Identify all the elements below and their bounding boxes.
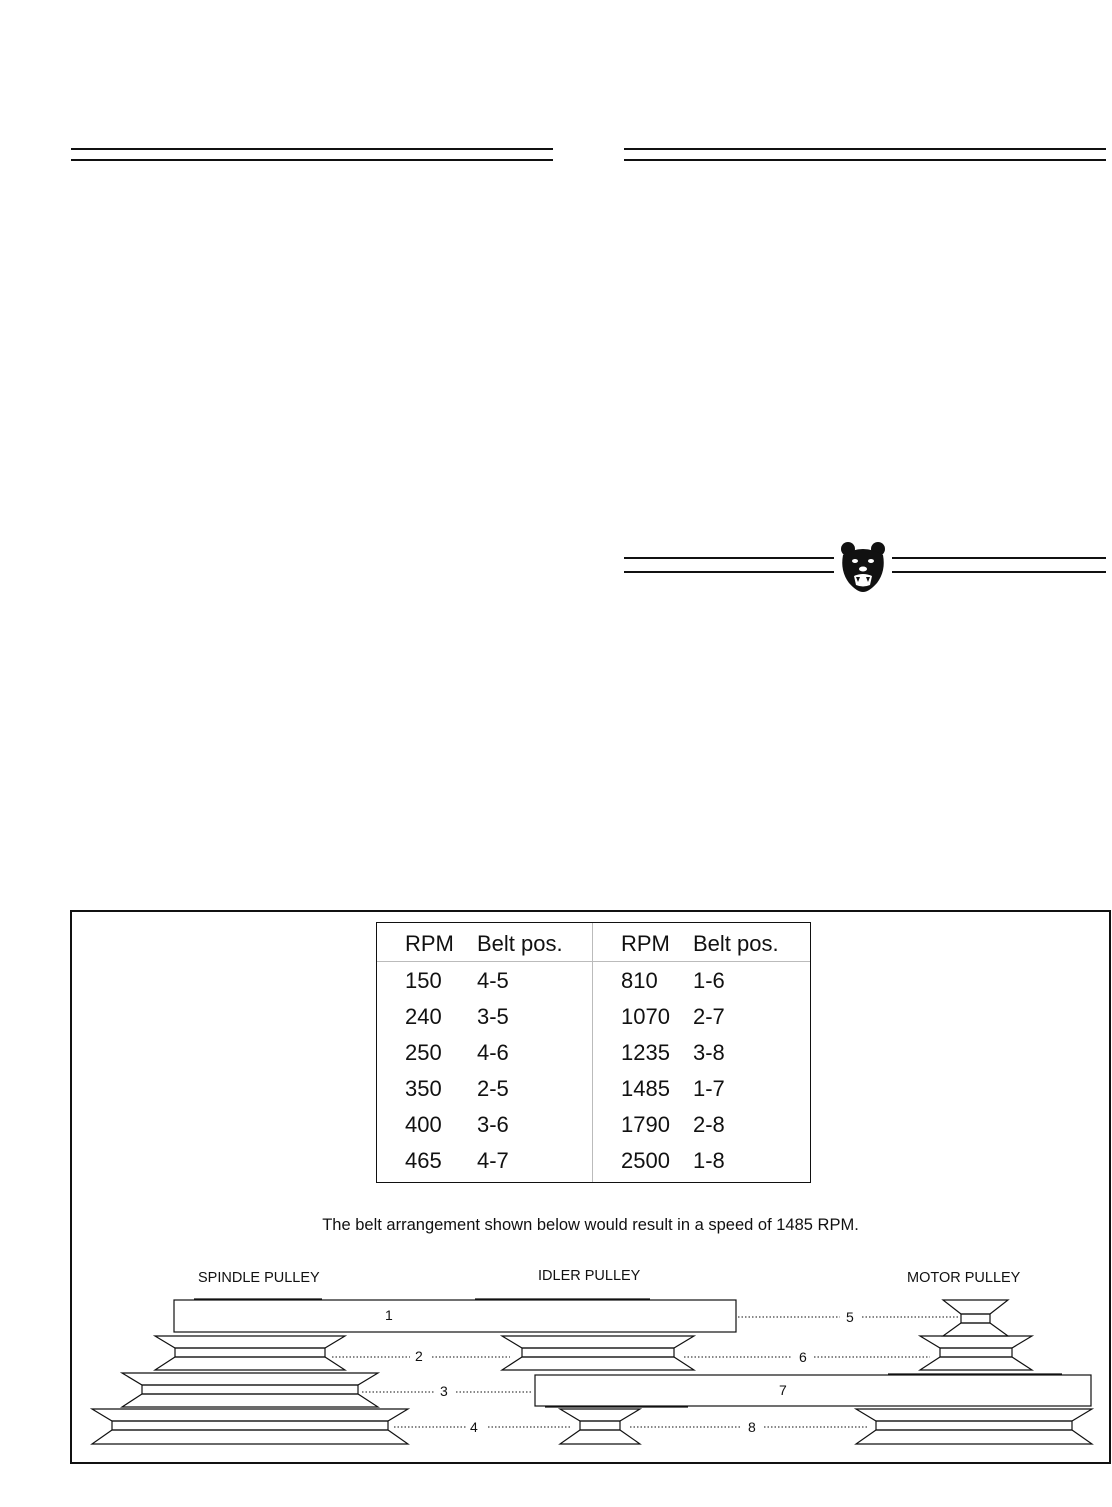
table-cell: 250 [405,1040,442,1065]
figure-caption: The belt arrangement shown below would result in a speed of 1485 RPM. [322,1216,859,1234]
idler-pulley-label: IDLER PULLEY [538,1268,641,1284]
motor-step-6 [920,1336,1032,1348]
table-cell: 1-6 [693,968,725,993]
table-cell: 240 [405,1004,442,1029]
table-cell: 1790 [621,1112,670,1137]
spindle-pulley-label: SPINDLE PULLEY [198,1270,320,1286]
table-cell: 3-8 [693,1040,725,1065]
spindle-step-3 [122,1373,378,1385]
table-cell: 2500 [621,1148,670,1173]
step-number-8: 8 [748,1419,756,1435]
section-end-rule-left-top [624,557,834,559]
section-end-rule-left-bottom [624,571,834,573]
pulley-diagram [70,1290,1110,1460]
rpm-belt-table [376,922,811,1183]
step-number-2: 2 [415,1348,423,1364]
table-cell: 4-7 [477,1148,509,1173]
step-number-3: 3 [440,1383,448,1399]
step-number-7: 7 [779,1382,787,1398]
step-number-4: 4 [470,1419,478,1435]
motor-step-8 [856,1409,1092,1421]
table-cell: 3-5 [477,1004,509,1029]
header-rule-left-bottom [71,159,553,161]
motor-step-5 [943,1300,1008,1314]
table-cell: 3-6 [477,1112,509,1137]
belt-1-7-motor [535,1375,1091,1406]
table-cell: 400 [405,1112,442,1137]
table-cell: 810 [621,968,658,993]
spindle-step-2 [155,1336,345,1348]
belt-1-7 [174,1300,736,1332]
table-cell: 1235 [621,1040,670,1065]
table-cell: 2-7 [693,1004,725,1029]
table-divider-horizontal [377,961,810,962]
step-number-6: 6 [799,1349,807,1365]
table-cell: 4-6 [477,1040,509,1065]
table-cell: 465 [405,1148,442,1173]
step-number-1: 1 [385,1307,393,1323]
table-cell: 2-8 [693,1112,725,1137]
header-rule-right-top [624,148,1106,150]
table-cell: 1-8 [693,1148,725,1173]
header-rule-left-top [71,148,553,150]
table-cell: 350 [405,1076,442,1101]
header-rule-right-bottom [624,159,1106,161]
table-cell: 2-5 [477,1076,509,1101]
header-belt-left: Belt pos. [477,931,563,956]
bear-head-icon [839,541,887,593]
motor-pulley-label: MOTOR PULLEY [907,1270,1021,1286]
section-end-rule-right-top [892,557,1106,559]
table-cell: 1070 [621,1004,670,1029]
table-cell: 1485 [621,1076,670,1101]
idler-step-8 [560,1409,640,1421]
idler-step-6 [502,1336,694,1348]
header-rpm-right: RPM [621,931,670,956]
spindle-step-4 [92,1409,408,1421]
table-cell: 1-7 [693,1076,725,1101]
section-end-rule-right-bottom [892,571,1106,573]
header-rpm-left: RPM [405,931,454,956]
table-cell: 4-5 [477,968,509,993]
table-cell: 150 [405,968,442,993]
header-belt-right: Belt pos. [693,931,779,956]
step-number-5: 5 [846,1309,854,1325]
